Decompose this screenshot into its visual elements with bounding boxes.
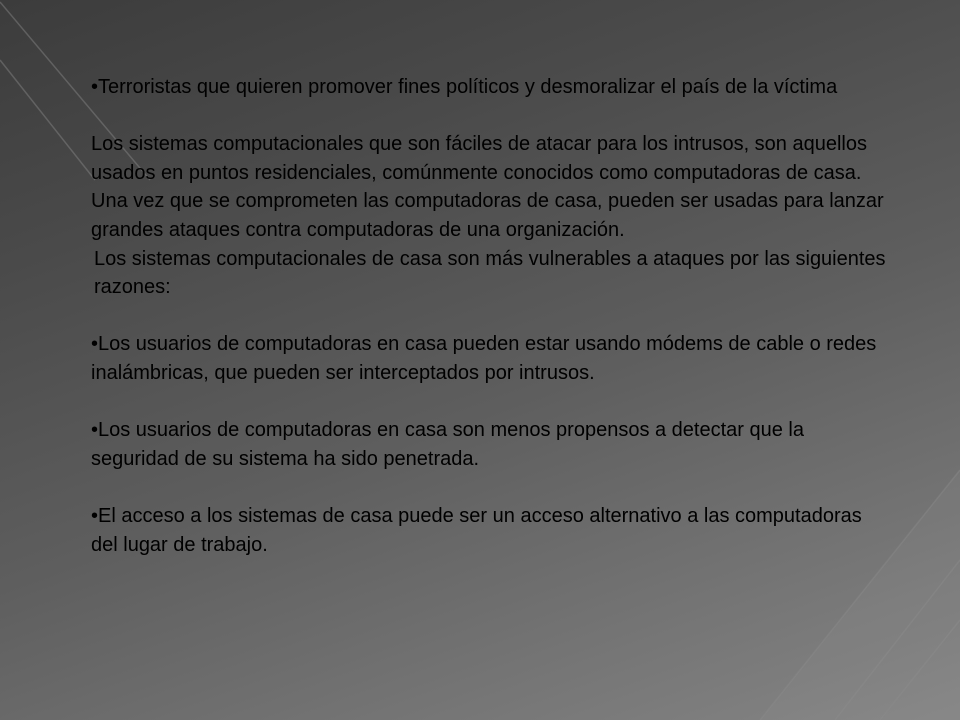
spacer: [91, 102, 891, 131]
bullet-acceso-alternativo: •El acceso a los sistemas de casa puede ser un acceso alternativo a las computadoras del lugar de trabajo.: [91, 504, 862, 556]
bullet-menos-propensos: •Los usuarios de computadoras en casa son menos propensos a detectar que la seguridad de su sistema ha sido penetrada.: [91, 419, 804, 470]
bullet-modems-redes: •Los usuarios de computadoras en casa pueden estar usando módems de cable o redes inalámbricas, que pueden ser interceptados por intrusos.: [91, 333, 877, 384]
spacer: [91, 388, 891, 417]
spacer: [91, 473, 891, 502]
bullet-terroristas: •Terroristas que quieren promover fines políticos y desmoralizar el país de la víctima: [91, 76, 838, 98]
slide-text-body: [91, 73, 891, 559]
spacer: [91, 302, 891, 331]
paragraph-razones-intro: Los sistemas computacionales de casa son más vulnerables a ataques por las siguientes razones:: [94, 247, 886, 299]
paragraph-sistemas-residenciales: Los sistemas computacionales que son fáciles de atacar para los intrusos, son aquellos usados en puntos residenciales, comúnmente conocidos como computadoras de casa. Una vez que se comprometen las computadoras de casa, pueden ser usadas para lanzar grandes ataques contra computadoras de una organización.: [91, 133, 884, 241]
